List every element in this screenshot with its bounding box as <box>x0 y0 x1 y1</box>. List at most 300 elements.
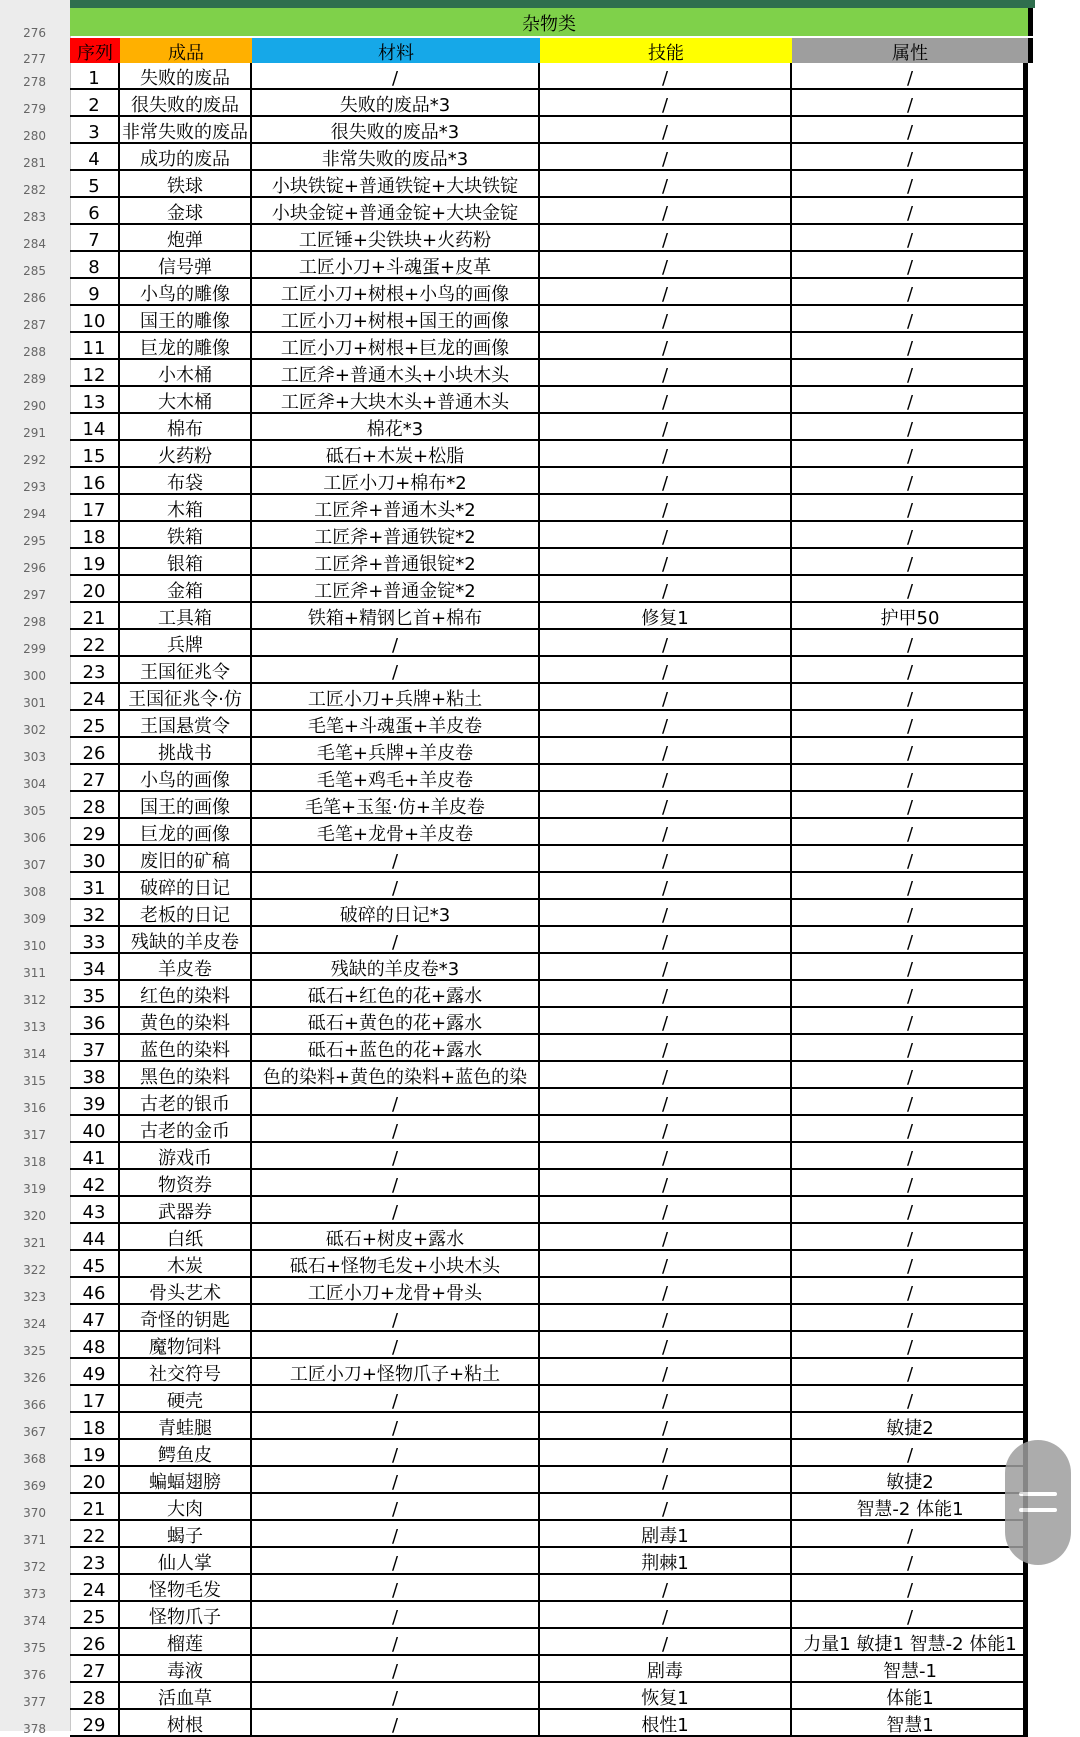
row-number[interactable]: 320 <box>23 1209 46 1223</box>
cell-product[interactable]: 棉布 <box>120 414 252 439</box>
cell-skill[interactable]: / <box>540 738 792 763</box>
cell-skill[interactable]: / <box>540 1602 792 1627</box>
row-number[interactable]: 308 <box>23 885 46 899</box>
cell-skill[interactable]: / <box>540 954 792 979</box>
cell-attribute[interactable]: / <box>906 257 914 277</box>
cell-materials[interactable]: / <box>252 1656 540 1681</box>
cell-product[interactable]: 信号弹 <box>120 252 252 277</box>
row-number[interactable]: 322 <box>23 1263 46 1277</box>
header-skill[interactable]: 技能 <box>540 38 794 63</box>
row-number[interactable]: 323 <box>23 1290 46 1304</box>
cell-product[interactable]: 古老的金币 <box>120 1116 252 1141</box>
cell-attribute[interactable]: / <box>906 122 914 142</box>
cell-attribute[interactable]: / <box>906 311 914 331</box>
row-number[interactable]: 317 <box>23 1128 46 1142</box>
cell-attribute[interactable]: / <box>906 68 914 88</box>
row-number[interactable]: 370 <box>23 1506 46 1520</box>
row-number[interactable]: 290 <box>23 399 46 413</box>
cell-index[interactable]: 28 <box>70 792 120 817</box>
cell-skill[interactable]: / <box>540 711 792 736</box>
cell-product[interactable]: 失败的废品 <box>120 63 252 88</box>
cell-skill[interactable]: / <box>540 1224 792 1249</box>
row-number[interactable]: 310 <box>23 939 46 953</box>
cell-materials[interactable]: / <box>252 846 540 871</box>
cell-index[interactable]: 28 <box>70 1683 120 1708</box>
cell-attribute[interactable]: / <box>906 1229 914 1249</box>
cell-attribute[interactable]: / <box>906 1607 914 1627</box>
row-number[interactable]: 326 <box>23 1371 46 1385</box>
scroll-handle[interactable] <box>1005 1440 1071 1565</box>
cell-product[interactable]: 国王的雕像 <box>120 306 252 331</box>
cell-materials[interactable]: / <box>252 1116 540 1141</box>
cell-product[interactable]: 破碎的日记 <box>120 873 252 898</box>
cell-skill[interactable]: / <box>540 1008 792 1033</box>
cell-materials[interactable]: 非常失败的废品*3 <box>252 144 540 169</box>
cell-skill[interactable]: 根性1 <box>540 1710 792 1735</box>
cell-index[interactable]: 25 <box>70 1602 120 1627</box>
cell-attribute[interactable]: / <box>906 1337 914 1357</box>
cell-materials[interactable]: / <box>252 1710 540 1735</box>
cell-index[interactable]: 24 <box>70 1575 120 1600</box>
cell-attribute[interactable]: / <box>906 986 914 1006</box>
row-number[interactable]: 285 <box>23 264 46 278</box>
cell-product[interactable]: 很失败的废品 <box>120 90 252 115</box>
cell-materials[interactable]: 小块金锭+普通金锭+大块金锭 <box>252 198 540 223</box>
cell-index[interactable]: 13 <box>70 387 120 412</box>
cell-index[interactable]: 27 <box>70 765 120 790</box>
cell-skill[interactable]: / <box>540 1332 792 1357</box>
cell-skill[interactable]: 剧毒1 <box>540 1521 792 1546</box>
cell-index[interactable]: 25 <box>70 711 120 736</box>
row-number[interactable]: 374 <box>23 1614 46 1628</box>
cell-index[interactable]: 20 <box>70 576 120 601</box>
cell-skill[interactable]: / <box>540 1467 792 1492</box>
cell-materials[interactable]: / <box>252 1386 540 1411</box>
cell-skill[interactable]: / <box>540 684 792 709</box>
cell-materials[interactable]: 砥石+蓝色的花+露水 <box>252 1035 540 1060</box>
row-number[interactable]: 281 <box>23 156 46 170</box>
cell-materials[interactable]: 工匠小刀+树根+国王的画像 <box>252 306 540 331</box>
cell-materials[interactable]: / <box>252 1629 540 1654</box>
row-number[interactable]: 306 <box>23 831 46 845</box>
row-number[interactable]: 309 <box>23 912 46 926</box>
cell-index[interactable]: 43 <box>70 1197 120 1222</box>
cell-product[interactable]: 炮弹 <box>120 225 252 250</box>
cell-attribute[interactable]: / <box>906 554 914 574</box>
cell-product[interactable]: 木炭 <box>120 1251 252 1276</box>
row-number[interactable]: 279 <box>23 102 46 116</box>
cell-skill[interactable]: / <box>540 1629 792 1654</box>
cell-attribute[interactable]: / <box>906 1175 914 1195</box>
row-number[interactable]: 280 <box>23 129 46 143</box>
cell-materials[interactable]: / <box>252 1143 540 1168</box>
cell-index[interactable]: 7 <box>70 225 120 250</box>
row-number[interactable]: 278 <box>23 75 46 89</box>
cell-product[interactable]: 布袋 <box>120 468 252 493</box>
cell-skill[interactable]: / <box>540 765 792 790</box>
cell-attribute[interactable]: / <box>906 1445 914 1465</box>
cell-skill[interactable]: / <box>540 1062 792 1087</box>
cell-materials[interactable]: 工匠斧+普通金锭*2 <box>252 576 540 601</box>
cell-attribute[interactable]: / <box>906 1364 914 1384</box>
cell-product[interactable]: 残缺的羊皮卷 <box>120 927 252 952</box>
cell-product[interactable]: 巨龙的画像 <box>120 819 252 844</box>
cell-product[interactable]: 红色的染料 <box>120 981 252 1006</box>
cell-index[interactable]: 47 <box>70 1305 120 1330</box>
cell-index[interactable]: 19 <box>70 1440 120 1465</box>
row-number[interactable]: 307 <box>23 858 46 872</box>
cell-materials[interactable]: 工匠小刀+树根+巨龙的画像 <box>252 333 540 358</box>
cell-index[interactable]: 42 <box>70 1170 120 1195</box>
cell-product[interactable]: 奇怪的钥匙 <box>120 1305 252 1330</box>
cell-product[interactable]: 国王的画像 <box>120 792 252 817</box>
cell-materials[interactable]: 砥石+树皮+露水 <box>252 1224 540 1249</box>
row-number[interactable]: 291 <box>23 426 46 440</box>
row-number[interactable]: 295 <box>23 534 46 548</box>
cell-attribute[interactable]: / <box>906 392 914 412</box>
cell-attribute[interactable]: / <box>906 1121 914 1141</box>
header-idx[interactable]: 序列 <box>70 38 122 63</box>
cell-product[interactable]: 游戏币 <box>120 1143 252 1168</box>
cell-index[interactable]: 48 <box>70 1332 120 1357</box>
cell-product[interactable]: 银箱 <box>120 549 252 574</box>
cell-skill[interactable]: / <box>540 387 792 412</box>
cell-materials[interactable]: 工匠斧+大块木头+普通木头 <box>252 387 540 412</box>
row-number[interactable]: 288 <box>23 345 46 359</box>
cell-skill[interactable]: 修复1 <box>540 603 792 628</box>
cell-skill[interactable]: / <box>540 792 792 817</box>
cell-skill[interactable]: / <box>540 927 792 952</box>
cell-index[interactable]: 29 <box>70 819 120 844</box>
cell-materials[interactable]: 砥石+黄色的花+露水 <box>252 1008 540 1033</box>
cell-product[interactable]: 小鸟的画像 <box>120 765 252 790</box>
cell-index[interactable]: 39 <box>70 1089 120 1114</box>
cell-index[interactable]: 5 <box>70 171 120 196</box>
cell-attribute[interactable]: / <box>906 743 914 763</box>
cell-index[interactable]: 9 <box>70 279 120 304</box>
cell-materials[interactable]: 工匠小刀+斗魂蛋+皮革 <box>252 252 540 277</box>
cell-attribute[interactable]: 敏捷2 <box>886 1418 934 1438</box>
cell-skill[interactable]: / <box>540 657 792 682</box>
cell-index[interactable]: 36 <box>70 1008 120 1033</box>
cell-skill[interactable]: / <box>540 252 792 277</box>
cell-product[interactable]: 金球 <box>120 198 252 223</box>
cell-skill[interactable]: / <box>540 306 792 331</box>
cell-index[interactable]: 3 <box>70 117 120 142</box>
row-number[interactable]: 301 <box>23 696 46 710</box>
cell-skill[interactable]: 剧毒 <box>540 1656 792 1681</box>
cell-skill[interactable]: 荆棘1 <box>540 1548 792 1573</box>
cell-product[interactable]: 社交符号 <box>120 1359 252 1384</box>
cell-attribute[interactable]: / <box>906 500 914 520</box>
cell-materials[interactable]: 失败的废品*3 <box>252 90 540 115</box>
cell-materials[interactable]: / <box>252 1332 540 1357</box>
row-number[interactable]: 318 <box>23 1155 46 1169</box>
row-number[interactable]: 324 <box>23 1317 46 1331</box>
cell-materials[interactable]: 棉花*3 <box>252 414 540 439</box>
cell-product[interactable]: 武器券 <box>120 1197 252 1222</box>
cell-index[interactable]: 6 <box>70 198 120 223</box>
cell-skill[interactable]: / <box>540 495 792 520</box>
cell-materials[interactable]: 毛笔+兵牌+羊皮卷 <box>252 738 540 763</box>
cell-attribute[interactable]: / <box>906 635 914 655</box>
cell-attribute[interactable]: / <box>906 446 914 466</box>
cell-skill[interactable]: / <box>540 846 792 871</box>
cell-materials[interactable]: / <box>252 1602 540 1627</box>
cell-index[interactable]: 33 <box>70 927 120 952</box>
cell-index[interactable]: 41 <box>70 1143 120 1168</box>
row-number[interactable]: 377 <box>23 1695 46 1709</box>
cell-materials[interactable]: / <box>252 1197 540 1222</box>
cell-attribute[interactable]: / <box>906 1310 914 1330</box>
cell-attribute[interactable]: / <box>906 689 914 709</box>
cell-index[interactable]: 23 <box>70 657 120 682</box>
cell-product[interactable]: 骨头艺术 <box>120 1278 252 1303</box>
cell-materials[interactable]: 破碎的日记*3 <box>252 900 540 925</box>
cell-materials[interactable]: / <box>252 657 540 682</box>
cell-attribute[interactable]: / <box>906 1040 914 1060</box>
cell-attribute[interactable]: 敏捷2 <box>886 1472 934 1492</box>
cell-attribute[interactable]: 力量1 敏捷1 智慧-2 体能1 <box>803 1634 1017 1654</box>
row-number[interactable]: 325 <box>23 1344 46 1358</box>
cell-product[interactable]: 老板的日记 <box>120 900 252 925</box>
cell-attribute[interactable]: / <box>906 1580 914 1600</box>
cell-product[interactable]: 王国征兆令·仿 <box>120 684 252 709</box>
cell-skill[interactable]: / <box>540 144 792 169</box>
cell-product[interactable]: 挑战书 <box>120 738 252 763</box>
cell-index[interactable]: 14 <box>70 414 120 439</box>
cell-product[interactable]: 非常失败的废品 <box>120 117 252 142</box>
cell-attribute[interactable]: / <box>906 824 914 844</box>
cell-index[interactable]: 17 <box>70 1386 120 1411</box>
cell-product[interactable]: 小鸟的雕像 <box>120 279 252 304</box>
cell-materials[interactable]: 砥石+木炭+松脂 <box>252 441 540 466</box>
row-number[interactable]: 304 <box>23 777 46 791</box>
cell-product[interactable]: 蓝色的染料 <box>120 1035 252 1060</box>
row-number[interactable]: 297 <box>23 588 46 602</box>
cell-attribute[interactable]: / <box>906 1013 914 1033</box>
cell-index[interactable]: 49 <box>70 1359 120 1384</box>
cell-product[interactable]: 工具箱 <box>120 603 252 628</box>
cell-skill[interactable]: / <box>540 360 792 385</box>
row-number[interactable]: 299 <box>23 642 46 656</box>
cell-product[interactable]: 兵牌 <box>120 630 252 655</box>
cell-materials[interactable]: 工匠小刀+树根+小鸟的画像 <box>252 279 540 304</box>
cell-attribute[interactable]: / <box>906 284 914 304</box>
cell-product[interactable]: 成功的废品 <box>120 144 252 169</box>
cell-attribute[interactable]: / <box>906 662 914 682</box>
cell-attribute[interactable]: / <box>906 770 914 790</box>
cell-skill[interactable]: / <box>540 1440 792 1465</box>
cell-attribute[interactable]: / <box>906 365 914 385</box>
cell-skill[interactable]: / <box>540 1413 792 1438</box>
header-prod[interactable]: 成品 <box>120 38 254 63</box>
cell-materials[interactable]: 工匠小刀+龙骨+骨头 <box>252 1278 540 1303</box>
cell-skill[interactable]: / <box>540 441 792 466</box>
cell-product[interactable]: 羊皮卷 <box>120 954 252 979</box>
cell-materials[interactable]: / <box>252 1413 540 1438</box>
cell-skill[interactable]: / <box>540 468 792 493</box>
cell-materials[interactable]: 工匠斧+普通银锭*2 <box>252 549 540 574</box>
row-number[interactable]: 378 <box>23 1722 46 1736</box>
cell-product[interactable]: 怪物毛发 <box>120 1575 252 1600</box>
cell-materials[interactable]: / <box>252 1440 540 1465</box>
cell-index[interactable]: 22 <box>70 1521 120 1546</box>
cell-attribute[interactable]: 智慧-2 体能1 <box>856 1499 964 1519</box>
cell-materials[interactable]: 工匠斧+普通木头+小块木头 <box>252 360 540 385</box>
cell-materials[interactable]: 工匠斧+普通木头*2 <box>252 495 540 520</box>
cell-skill[interactable]: / <box>540 900 792 925</box>
cell-skill[interactable]: / <box>540 1116 792 1141</box>
cell-index[interactable]: 45 <box>70 1251 120 1276</box>
cell-index[interactable]: 21 <box>70 603 120 628</box>
cell-materials[interactable]: / <box>252 63 540 88</box>
row-number[interactable]: 376 <box>23 1668 46 1682</box>
row-number[interactable]: 315 <box>23 1074 46 1088</box>
cell-skill[interactable]: / <box>540 1386 792 1411</box>
cell-attribute[interactable]: 智慧1 <box>886 1715 934 1735</box>
row-number[interactable]: 287 <box>23 318 46 332</box>
cell-skill[interactable]: / <box>540 414 792 439</box>
cell-index[interactable]: 15 <box>70 441 120 466</box>
cell-attribute[interactable]: / <box>906 1094 914 1114</box>
cell-skill[interactable]: / <box>540 819 792 844</box>
cell-attribute[interactable]: / <box>906 1202 914 1222</box>
cell-attribute[interactable]: / <box>906 878 914 898</box>
cell-attribute[interactable]: / <box>906 527 914 547</box>
cell-attribute[interactable]: / <box>906 419 914 439</box>
cell-materials[interactable]: 色的染料+黄色的染料+蓝色的染 <box>252 1062 540 1087</box>
cell-attribute[interactable]: / <box>906 959 914 979</box>
cell-attribute[interactable]: / <box>906 1148 914 1168</box>
cell-index[interactable]: 24 <box>70 684 120 709</box>
cell-attribute[interactable]: 体能1 <box>886 1688 934 1708</box>
cell-skill[interactable]: / <box>540 171 792 196</box>
cell-materials[interactable]: 砥石+红色的花+露水 <box>252 981 540 1006</box>
cell-index[interactable]: 21 <box>70 1494 120 1519</box>
cell-skill[interactable]: / <box>540 873 792 898</box>
cell-index[interactable]: 20 <box>70 1467 120 1492</box>
cell-product[interactable]: 古老的银币 <box>120 1089 252 1114</box>
cell-index[interactable]: 23 <box>70 1548 120 1573</box>
cell-product[interactable]: 金箱 <box>120 576 252 601</box>
header-mat[interactable]: 材料 <box>252 38 542 63</box>
cell-index[interactable]: 19 <box>70 549 120 574</box>
cell-product[interactable]: 蝎子 <box>120 1521 252 1546</box>
cell-index[interactable]: 32 <box>70 900 120 925</box>
cell-materials[interactable]: / <box>252 1575 540 1600</box>
cell-product[interactable]: 毒液 <box>120 1656 252 1681</box>
cell-product[interactable]: 青蛙腿 <box>120 1413 252 1438</box>
row-number[interactable]: 298 <box>23 615 46 629</box>
cell-product[interactable]: 魔物饲料 <box>120 1332 252 1357</box>
cell-attribute[interactable]: / <box>906 1256 914 1276</box>
cell-materials[interactable]: / <box>252 927 540 952</box>
cell-index[interactable]: 46 <box>70 1278 120 1303</box>
cell-materials[interactable]: / <box>252 1467 540 1492</box>
cell-attribute[interactable]: / <box>906 473 914 493</box>
cell-attribute[interactable]: / <box>906 1067 914 1087</box>
cell-index[interactable]: 11 <box>70 333 120 358</box>
cell-materials[interactable]: / <box>252 1494 540 1519</box>
cell-attribute[interactable]: / <box>906 716 914 736</box>
cell-attribute[interactable]: / <box>906 230 914 250</box>
cell-skill[interactable]: 恢复1 <box>540 1683 792 1708</box>
cell-skill[interactable]: / <box>540 1278 792 1303</box>
cell-index[interactable]: 40 <box>70 1116 120 1141</box>
cell-skill[interactable]: / <box>540 981 792 1006</box>
cell-attribute[interactable]: / <box>906 95 914 115</box>
cell-materials[interactable]: 砥石+怪物毛发+小块木头 <box>252 1251 540 1276</box>
row-number[interactable]: 289 <box>23 372 46 386</box>
cell-index[interactable]: 31 <box>70 873 120 898</box>
row-number[interactable]: 305 <box>23 804 46 818</box>
cell-attribute[interactable]: / <box>906 905 914 925</box>
cell-skill[interactable]: / <box>540 117 792 142</box>
cell-materials[interactable]: / <box>252 1089 540 1114</box>
cell-materials[interactable]: / <box>252 1683 540 1708</box>
cell-skill[interactable]: / <box>540 63 792 88</box>
row-number[interactable]: 311 <box>23 966 46 980</box>
cell-index[interactable]: 37 <box>70 1035 120 1060</box>
cell-index[interactable]: 34 <box>70 954 120 979</box>
row-number[interactable]: 372 <box>23 1560 46 1574</box>
cell-product[interactable]: 木箱 <box>120 495 252 520</box>
cell-attribute[interactable]: / <box>906 149 914 169</box>
cell-skill[interactable]: / <box>540 1494 792 1519</box>
cell-product[interactable]: 铁箱 <box>120 522 252 547</box>
cell-attribute[interactable]: / <box>906 581 914 601</box>
cell-attribute[interactable]: / <box>906 1553 914 1573</box>
cell-attribute[interactable]: / <box>906 1391 914 1411</box>
row-number[interactable]: 302 <box>23 723 46 737</box>
cell-skill[interactable]: / <box>540 225 792 250</box>
cell-index[interactable]: 29 <box>70 1710 120 1735</box>
cell-attribute[interactable]: / <box>906 1526 914 1546</box>
cell-product[interactable]: 火药粉 <box>120 441 252 466</box>
cell-attribute[interactable]: / <box>906 338 914 358</box>
cell-product[interactable]: 树根 <box>120 1710 252 1735</box>
cell-materials[interactable]: 工匠斧+普通铁锭*2 <box>252 522 540 547</box>
cell-product[interactable]: 硬壳 <box>120 1386 252 1411</box>
row-number[interactable]: 286 <box>23 291 46 305</box>
cell-materials[interactable]: 工匠小刀+怪物爪子+粘土 <box>252 1359 540 1384</box>
cell-skill[interactable]: / <box>540 522 792 547</box>
row-number[interactable]: 296 <box>23 561 46 575</box>
cell-materials[interactable]: 工匠锤+尖铁块+火药粉 <box>252 225 540 250</box>
row-number[interactable]: 368 <box>23 1452 46 1466</box>
cell-attribute[interactable]: / <box>906 1283 914 1303</box>
cell-index[interactable]: 2 <box>70 90 120 115</box>
cell-product[interactable]: 废旧的矿稿 <box>120 846 252 871</box>
cell-product[interactable]: 物资券 <box>120 1170 252 1195</box>
cell-materials[interactable]: / <box>252 873 540 898</box>
cell-skill[interactable]: / <box>540 549 792 574</box>
cell-materials[interactable]: 工匠小刀+兵牌+粘土 <box>252 684 540 709</box>
cell-attribute[interactable]: / <box>906 851 914 871</box>
row-number[interactable]: 283 <box>23 210 46 224</box>
row-number[interactable]: 292 <box>23 453 46 467</box>
cell-materials[interactable]: 工匠小刀+棉布*2 <box>252 468 540 493</box>
cell-index[interactable]: 35 <box>70 981 120 1006</box>
cell-skill[interactable]: / <box>540 198 792 223</box>
row-number[interactable]: 293 <box>23 480 46 494</box>
cell-index[interactable]: 44 <box>70 1224 120 1249</box>
cell-materials[interactable]: 毛笔+鸡毛+羊皮卷 <box>252 765 540 790</box>
cell-index[interactable]: 10 <box>70 306 120 331</box>
cell-materials[interactable]: / <box>252 630 540 655</box>
cell-product[interactable]: 小木桶 <box>120 360 252 385</box>
